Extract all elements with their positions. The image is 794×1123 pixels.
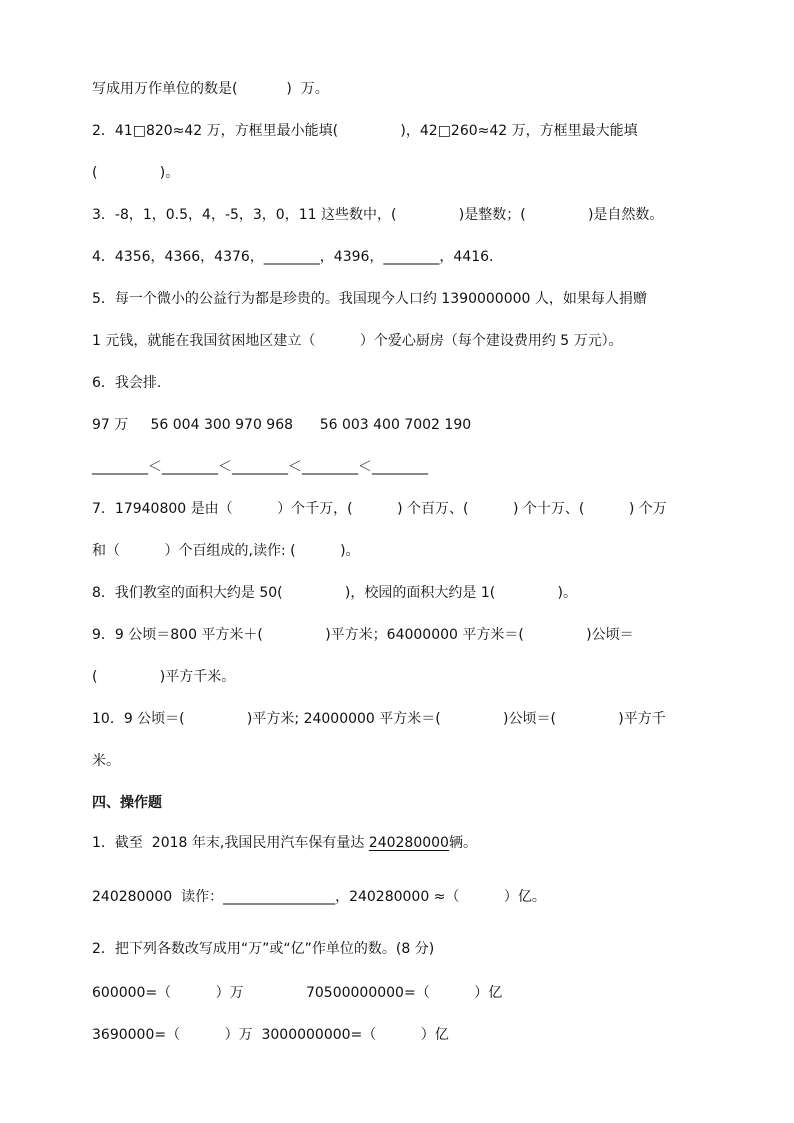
operation-2: 2．把下列各数改写成用“万”或“亿”作单位的数。(8 分) <box>92 941 435 957</box>
question-6-blanks: ________＜________＜________＜________＜________ <box>92 459 428 475</box>
question-10: 10．9 公顷＝( )平方米; 24000000 平方米＝( )公顷＝( )平方千 <box>92 711 666 727</box>
question-4: 4．4356，4366，4376，________，4396，________，4416． <box>92 249 504 265</box>
section-heading-operations: 四、操作题 <box>92 795 162 811</box>
question-5-cont: 1 元钱，就能在我国贫困地区建立（ ）个爱心厨房（每个建设费用约 5 万元）。 <box>92 333 623 349</box>
question-9-cont: ( )平方千米。 <box>92 669 236 685</box>
question-2-cont: ( )。 <box>92 165 180 181</box>
operation-2-row-1: 600000=（ ）万 70500000000=（ ）亿 <box>92 985 503 1001</box>
question-7-cont: 和（ ）个百组成的,读作: ( )。 <box>92 543 360 559</box>
operation-2-row-2: 3690000=（ ）万 3000000000=（ ）亿 <box>92 1027 449 1043</box>
question-2: 2．41□820≈42 万，方框里最小能填( )，42□260≈42 万，方框里最大能填 <box>92 123 638 139</box>
operation-1 <box>92 833 702 853</box>
line-1-continued: 写成用万作单位的数是( ) 万。 <box>92 81 329 97</box>
operation-1-suffix: 辆。 <box>448 835 477 851</box>
question-9: 9．9 公顷＝800 平方米＋( )平方米；64000000 平方米＝( )公顷＝ <box>92 627 634 643</box>
question-5: 5．每一个微小的公益行为都是珍贵的。我国现今人口约 1390000000 人，如果每人捐赠 <box>92 291 647 307</box>
operation-1-read: 240280000 读作：________________，240280000 ≈（ ）亿。 <box>92 889 546 905</box>
question-3: 3．-8，1，0.5，4，-5，3，0，11 这些数中，( )是整数；( )是自然数。 <box>92 207 664 223</box>
operation-1-prefix: 1．截至 2018 年末,我国民用汽车保有量达 <box>92 835 369 851</box>
question-8: 8．我们教室的面积大约是 50( )，校园的面积大约是 1( )。 <box>92 585 577 601</box>
question-10-cont: 米。 <box>92 753 120 769</box>
question-6: 6．我会排. <box>92 375 162 391</box>
operation-1-number: 240280000 <box>368 835 449 851</box>
question-7: 7．17940800 是由（ ）个千万，( ) 个百万、( ) 个十万、( ) 个万 <box>92 501 667 517</box>
question-6-numbers: 97 万 56 004 300 970 968 56 003 400 7002 190 <box>92 417 472 433</box>
